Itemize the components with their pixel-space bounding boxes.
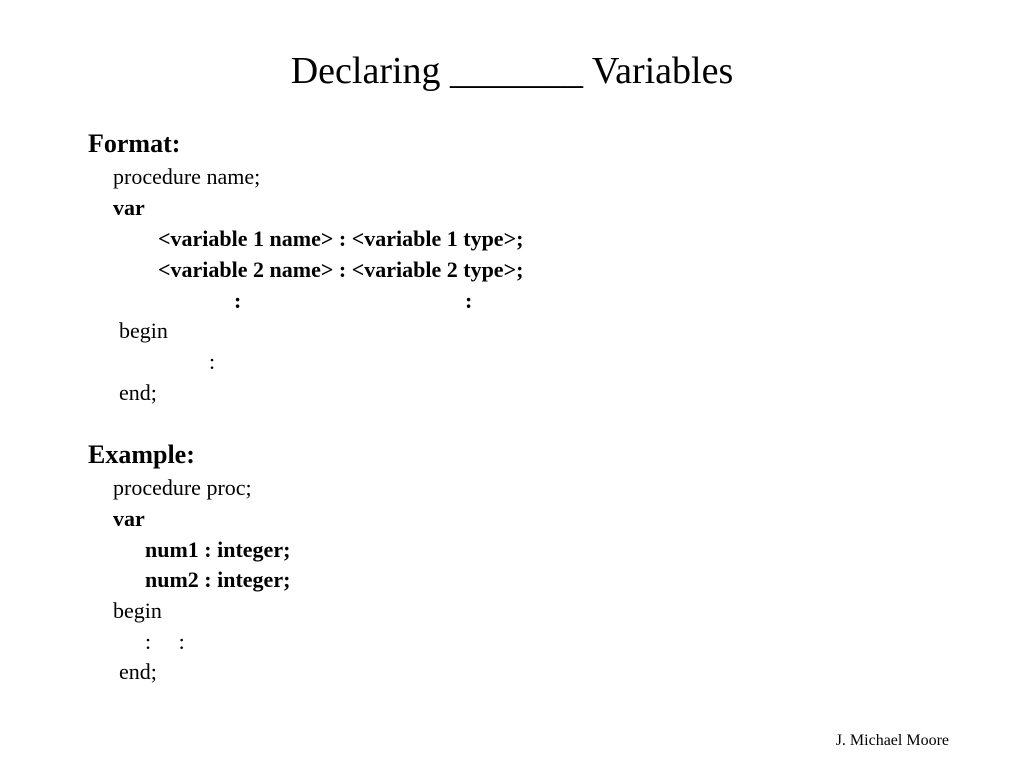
format-var-keyword: var: [113, 195, 145, 220]
format-body-ellipsis: :: [209, 349, 216, 374]
format-end: end;: [119, 380, 157, 405]
example-begin: begin: [113, 598, 162, 623]
example-var-keyword: var: [113, 506, 145, 531]
example-body-ellipsis: : :: [145, 629, 185, 654]
format-continuation-2: :: [465, 288, 473, 313]
format-begin: begin: [119, 318, 168, 343]
format-continuation-1: :: [234, 288, 242, 313]
example-end: end;: [119, 659, 157, 684]
slide-title: Declaring _______ Variables: [290, 50, 734, 92]
example-var-line-2: num2 : integer;: [145, 567, 291, 592]
example-heading: Example:: [88, 440, 195, 469]
format-procedure-line: procedure name;: [113, 164, 261, 189]
format-var-line-2: <variable 2 name> : <variable 2 type>;: [158, 257, 524, 282]
format-var-line-1: <variable 1 name> : <variable 1 type>;: [158, 226, 524, 251]
author-footer: J. Michael Moore: [835, 732, 949, 749]
format-heading: Format:: [88, 129, 181, 158]
example-var-line-1: num1 : integer;: [145, 537, 291, 562]
example-procedure-line: procedure proc;: [113, 475, 252, 500]
